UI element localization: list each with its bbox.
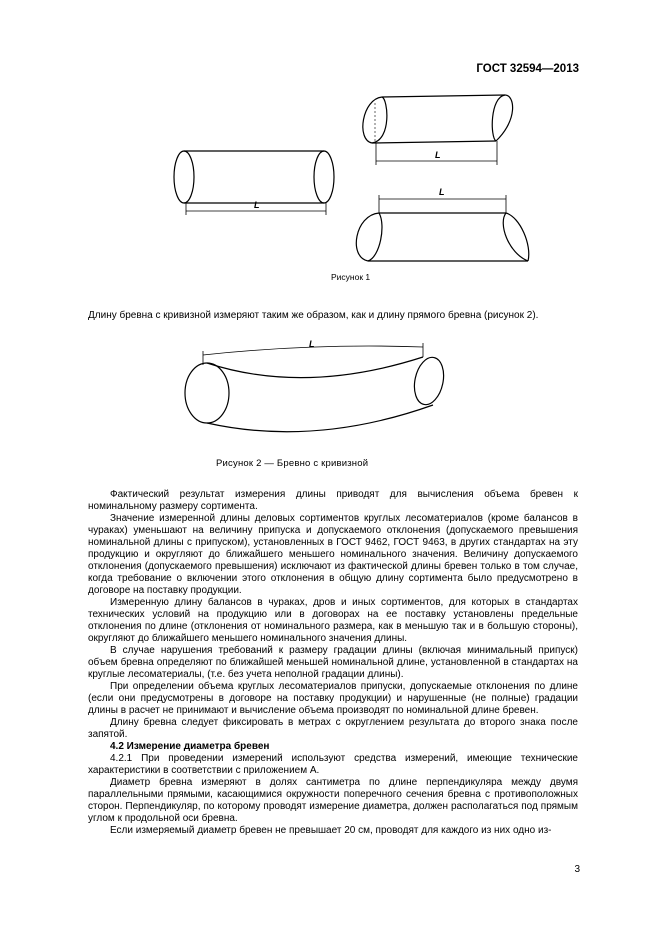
figure-2-drawing — [175, 335, 460, 440]
body-text — [88, 489, 578, 837]
fig1-label-left: L — [254, 200, 260, 210]
fig1-label-bottom: L — [439, 187, 445, 197]
paragraph: Длину бревна следует фиксировать в метрах с округлением результата до второго знака после запятой. — [88, 717, 578, 740]
intro-sentence: Длину бревна с кривизной измеряют таким же образом, как и длину прямого бревна (рисунок 2). — [88, 310, 539, 321]
oblique-log-bottom-shape — [356, 195, 528, 261]
paragraph: Если измеряемый диаметр бревен не превышает 20 см, проводят для каждого из них одно из- — [110, 825, 552, 836]
document-code: ГОСТ 32594—2013 — [476, 63, 579, 75]
paragraph: 4.2.1 При проведении измерений используют средства измерений, имеющие технические характеристики в соответствии с приложением А. — [88, 753, 578, 776]
paragraph: Диаметр бревна измеряют в долях сантиметра по длине перпендикуляра между двумя параллельными прямыми, касающимися окружности поперечного сечения бревна с противоположных сторон. Перпендикуляр, по которому проводят измерение диаметра, должен располагаться под прямым углом к продольной оси бревна. — [88, 777, 578, 824]
paragraph: Фактический результат измерения длины приводят для вычисления объема бревен к номинальному размеру сортимента. — [88, 489, 578, 512]
paragraph: Измеренную длину балансов в чураках, дров и иных сортиментов, для которых в стандартах технических условий на продукцию или в договорах на ее поставку установлены предельные отклонения по длине (отклонения от номинального размера, как в меньшую так и в большую стороны), округляют до ближайшего меньшего номинального значения длины. — [88, 597, 578, 644]
paragraph: В случае нарушения требований к размеру градации длины (включая минимальный припуск) объем бревна определяют по ближайшей меньшей номинальной длине, установленной в стандартах на круглые лесоматериалы, (т.е. без учета неполной градации длины). — [88, 645, 578, 680]
figure-1-caption: Рисунок 1 — [331, 272, 371, 282]
section-heading: 4.2 Измерение диаметра бревен — [110, 741, 270, 752]
paragraph: Значение измеренной длины деловых сортиментов круглых лесоматериалов (кроме балансов в чураках) уменьшают на величину припуска и допускаемого отклонения (допускаемого превышения номинальной длины с припуском), установленных в ГОСТ 9462, ГОСТ 9463, в других стандартах на эту продукцию и округляют до ближайшего меньшего номинального значения. Величину допускаемого отклонения (допускаемого превышения) исключают из фактической длины бревен только в том случае, когда требование о включении этого отклонения в общую длину сортимента было предусмотрено в договоре на поставку продукции. — [88, 513, 578, 596]
page-number: 3 — [574, 864, 580, 875]
fig1-label-top: L — [435, 150, 441, 160]
fig2-label: L — [309, 339, 315, 349]
figure-2-caption: Рисунок 2 — Бревно с кривизной — [216, 458, 369, 469]
paragraph: При определении объема круглых лесоматериалов припуски, допускаемые отклонения по длине (если они предусмотрены в договоре на поставку продукции) и нарушенные (не полные) градации длины в расчет не принимают и вычисление объема производят по номинальной длине бревен. — [88, 681, 578, 716]
figure-1-drawing — [160, 85, 540, 265]
